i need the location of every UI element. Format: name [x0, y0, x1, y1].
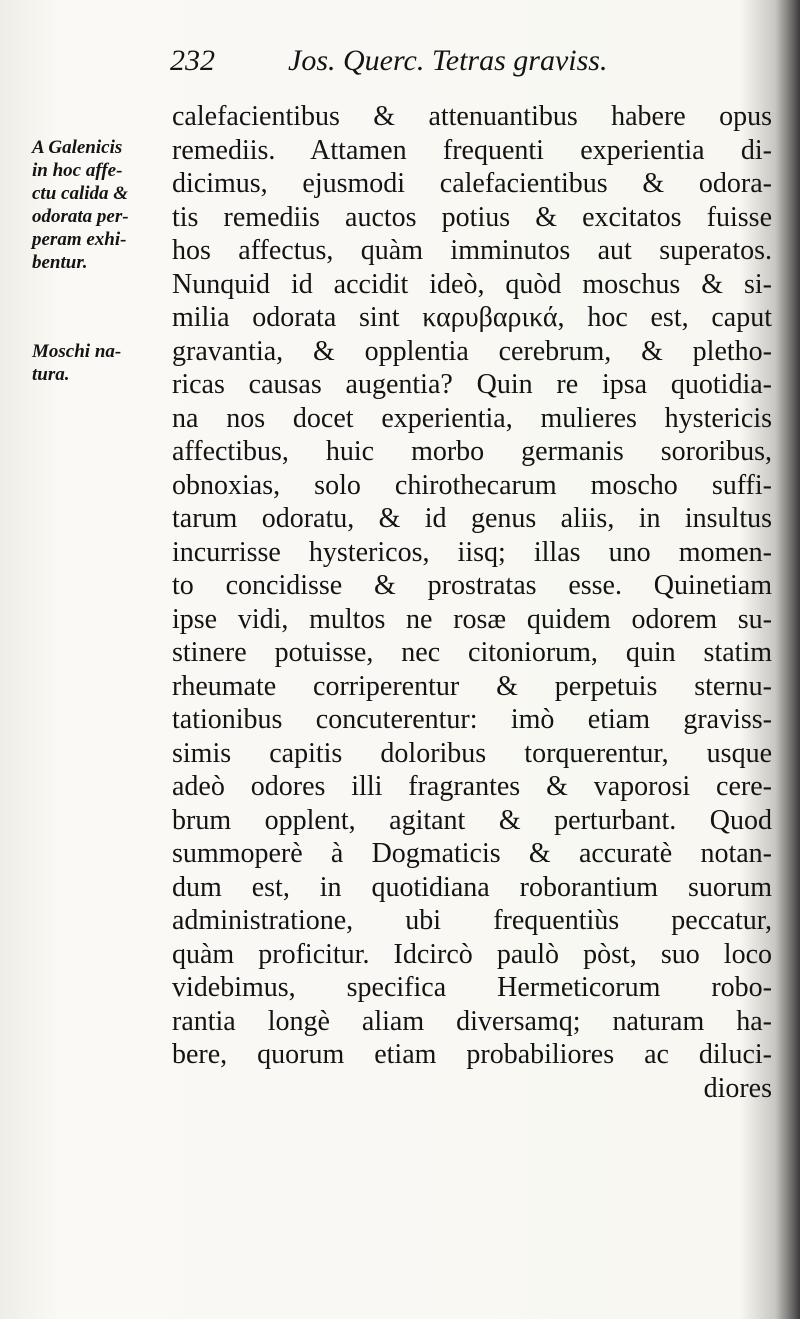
text-line: remediis. Attamen frequenti experientia di- [172, 134, 772, 166]
margin-note-line: ctu calida & [32, 183, 129, 204]
text-line: calefacientibus & attenuantibus habere opus [172, 101, 772, 132]
text-line: hos affectus, quàm imminutos aut superatos. [172, 235, 772, 266]
text-line: rantia longè aliam diversamq; naturam ha- [172, 1005, 772, 1037]
text-line: tis remediis auctos potius & excitatos fuisse [172, 201, 772, 233]
margin-note-galenicis [32, 136, 172, 274]
text-line: na nos docet experientia, mulieres hystericis [172, 402, 772, 434]
text-line: quàm proficitur. Idcircò paulò pòst, suo loco [172, 938, 772, 970]
text-line: incurrisse hystericos, iisq; illas uno momen- [172, 536, 772, 568]
margin-note-line: peram exhi- [32, 229, 127, 250]
text-line: tarum odoratu, & id genus aliis, in insultus [172, 503, 772, 534]
catchword: diores [703, 1072, 772, 1104]
text-line: ricas causas augentia? Quin re ipsa quotidia- [172, 369, 772, 400]
text-line: Nunquid id accidit ideò, quòd moschus & si- [172, 268, 772, 300]
text-line: stinere potuisse, nec citoniorum, quin statim [172, 637, 772, 668]
text-line: brum opplent, agitant & perturbant. Quod [172, 804, 772, 836]
text-line: adeò odores illi fragrantes & vaporosi cere- [172, 771, 772, 802]
page-number: 232 [170, 44, 215, 77]
text-line: to concidisse & prostratas esse. Quinetiam [172, 570, 772, 601]
text-line: gravantia, & opplentia cerebrum, & pletho- [172, 335, 772, 367]
text-line: summoperè à Dogmaticis & accuratè notan- [172, 838, 772, 869]
margin-note-line: bentur. [32, 252, 88, 273]
text-line: milia odorata sint καρυβαρικά, hoc est, caput [172, 302, 772, 333]
margin-note-line: A Galenicis [32, 137, 123, 158]
text-line: obnoxias, solo chirothecarum moscho suffi- [172, 469, 772, 501]
margin-note-line: odorata per- [32, 206, 129, 227]
text-line: tationibus concuterentur: imò etiam graviss- [172, 704, 772, 735]
text-line: videbimus, specifica Hermeticorum robo- [172, 972, 772, 1003]
text-line: bere, quorum etiam probabiliores ac diluci- [172, 1039, 772, 1070]
text-line: simis capitis doloribus torquerentur, usque [172, 737, 772, 769]
text-line: affectibus, huic morbo germanis sororibus, [172, 436, 772, 467]
running-title: Jos. Querc. Tetras graviss. [288, 44, 608, 77]
text-line: administratione, ubi frequentiùs peccatur, [172, 905, 772, 936]
margin-note-line: in hoc affe- [32, 160, 123, 181]
margin-note-line: Moschi na- [32, 341, 122, 362]
margin-note-line: tura. [32, 364, 70, 385]
body-text [172, 100, 772, 1105]
margin-note-moschi [32, 340, 172, 386]
text-line: dicimus, ejusmodi calefacientibus & odora- [172, 168, 772, 199]
text-line: ipse vidi, multos ne rosæ quidem odorem su- [172, 603, 772, 635]
text-line: dum est, in quotidiana roborantium suorum [172, 871, 772, 903]
text-line: rheumate corriperentur & perpetuis sternu- [172, 670, 772, 702]
